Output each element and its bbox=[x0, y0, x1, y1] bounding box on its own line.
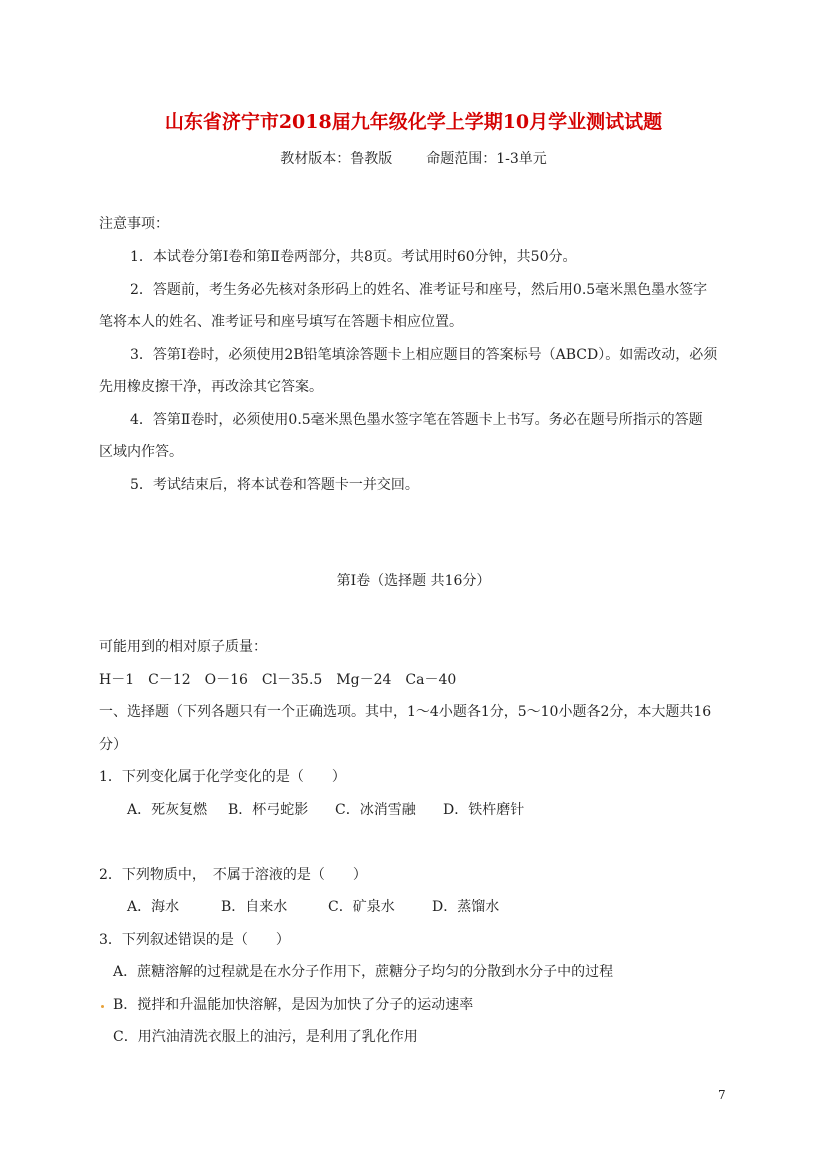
note-item: 2．答题前，考生务必先核对条形码上的姓名、准考证号和座号，然后用0.5毫米黑色墨水签字 bbox=[130, 282, 708, 298]
note-item: 5．考试结束后，将本试卷和答题卡一并交回。 bbox=[130, 477, 419, 493]
option-c: C．用汽油清洗衣服上的油污，是利用了乳化作用 bbox=[113, 1029, 418, 1045]
note-item: 1．本试卷分第Ⅰ卷和第Ⅱ卷两部分，共8页。考试用时60分钟，共50分。 bbox=[130, 249, 577, 265]
question-options bbox=[127, 898, 499, 916]
question-stem: 3．下列叙述错误的是（ ） bbox=[99, 932, 290, 948]
option-c: C．矿泉水 bbox=[328, 899, 395, 915]
option-b: B．杯弓蛇影 bbox=[228, 802, 309, 818]
section-heading: 第Ⅰ卷（选择题 共16分） bbox=[336, 573, 491, 589]
option-a: A．蔗糖溶解的过程就是在水分子作用下，蔗糖分子均匀的分散到水分子中的过程 bbox=[113, 964, 614, 980]
note-item: 3．答第Ⅰ卷时，必须使用2B铅笔填涂答题卡上相应题目的答案标号（ABCD）。如需改动，必须 bbox=[130, 347, 718, 363]
subtitle bbox=[0, 150, 827, 168]
page-number: 7 bbox=[718, 1088, 726, 1102]
stray-mark bbox=[101, 1005, 104, 1008]
note-item: 4．答第Ⅱ卷时，必须使用0.5毫米黑色墨水签字笔在答题卡上书写。务必在题号所指示的答题 bbox=[130, 412, 703, 428]
atomic-mass-label: 可能用到的相对原子质量： bbox=[99, 639, 267, 655]
question-stem: 1．下列变化属于化学变化的是（ ） bbox=[99, 769, 346, 785]
question-options bbox=[127, 801, 524, 819]
note-item-continued: 笔将本人的姓名、准考证号和座号填写在答题卡相应位置。 bbox=[99, 314, 463, 330]
option-b: B．搅拌和升温能加快溶解，是因为加快了分子的运动速率 bbox=[113, 997, 474, 1013]
section-instructions: 一、选择题（下列各题只有一个正确选项。其中，1～4小题各1分，5～10小题各2分，本大题共16 bbox=[99, 704, 712, 720]
note-item-continued: 先用橡皮擦干净，再改涂其它答案。 bbox=[99, 379, 323, 395]
note-item-continued: 区域内作答。 bbox=[99, 444, 183, 460]
option-b: B．自来水 bbox=[221, 899, 288, 915]
option-a: A．死灰复燃 bbox=[127, 802, 208, 818]
option-a: A．海水 bbox=[127, 899, 180, 915]
option-d: D．蒸馏水 bbox=[432, 899, 500, 915]
atomic-mass-values: H－1 C－12 O－16 Cl－35.5 Mg－24 Ca－40 bbox=[99, 672, 457, 688]
page-title: 山东省济宁市2018届九年级化学上学期10月学业测试试题 bbox=[164, 111, 663, 133]
exam-scope: 命题范围：1-3单元 bbox=[426, 151, 547, 167]
option-c: C．冰消雪融 bbox=[335, 802, 416, 818]
textbook-edition: 教材版本：鲁教版 bbox=[280, 151, 393, 167]
section-instructions-continued: 分） bbox=[99, 737, 127, 753]
option-d: D．铁杵磨针 bbox=[443, 802, 525, 818]
notes-heading: 注意事项： bbox=[99, 216, 169, 232]
question-stem: 2．下列物质中， 不属于溶液的是（ ） bbox=[99, 867, 367, 883]
